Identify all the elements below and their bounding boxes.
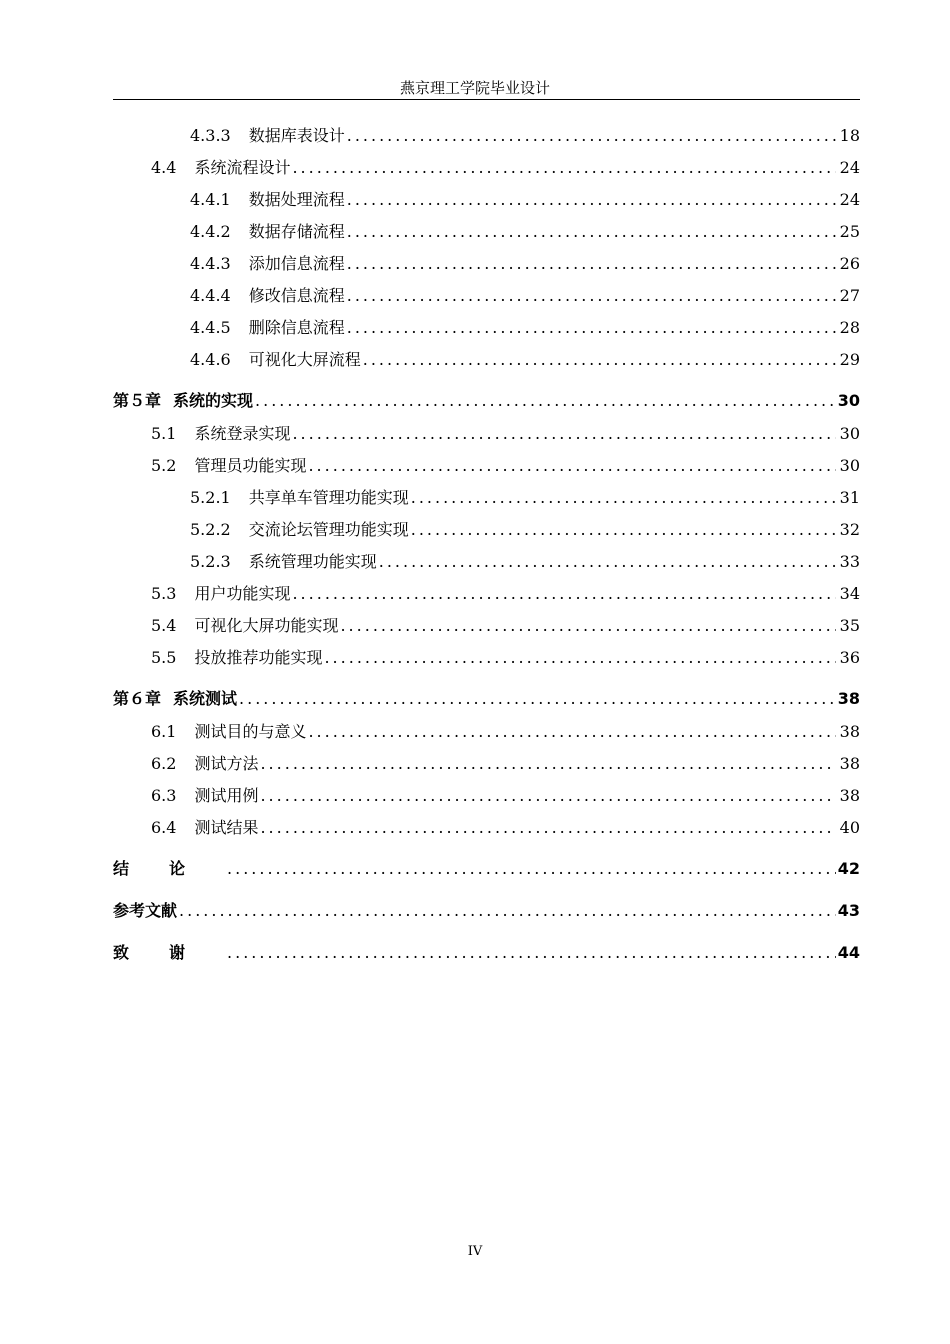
toc-entry-number: 5.1 <box>151 424 177 443</box>
toc-entry-page: 18 <box>839 126 860 145</box>
dot-leader <box>260 748 836 780</box>
toc-entry[interactable] <box>113 312 860 344</box>
toc-entry[interactable] <box>113 482 860 514</box>
toc-entry[interactable] <box>113 780 860 812</box>
dot-leader <box>292 152 836 184</box>
dot-leader <box>347 312 836 344</box>
toc-entry-page: 24 <box>839 190 860 209</box>
dot-leader <box>411 514 836 546</box>
toc-chapter-entry[interactable] <box>113 936 860 970</box>
toc-entry-page: 33 <box>839 552 860 571</box>
dot-leader <box>347 184 836 216</box>
toc-entry-page: 35 <box>839 616 860 635</box>
toc-entry[interactable] <box>113 578 860 610</box>
page-number: IV <box>467 1244 483 1259</box>
toc-entry-number: 4.4.4 <box>190 286 231 305</box>
dot-leader <box>308 716 836 748</box>
dot-leader <box>340 610 836 642</box>
dot-leader <box>239 682 836 716</box>
toc-entry-page: 28 <box>839 318 860 337</box>
toc-entry[interactable] <box>113 216 860 248</box>
toc-entry-title: 系统流程设计 <box>194 158 291 177</box>
dot-leader <box>379 546 836 578</box>
toc-entry-number: 5.5 <box>151 648 177 667</box>
toc-chapter-entry[interactable] <box>113 894 860 928</box>
toc-entry-number: 4.3.3 <box>190 126 231 145</box>
toc-entry-number: 4.4.6 <box>190 350 231 369</box>
toc-entry-title: 投放推荐功能实现 <box>194 648 323 667</box>
toc-entry-title: 测试结果 <box>194 818 259 837</box>
toc-entry-page: 26 <box>839 254 860 273</box>
dot-leader <box>227 936 836 970</box>
toc-entry-title: 添加信息流程 <box>248 254 345 273</box>
toc-entry-page: 30 <box>837 391 860 410</box>
toc-entry-number: 6.1 <box>151 722 177 741</box>
toc-entry[interactable] <box>113 812 860 844</box>
toc-chapter-entry[interactable] <box>113 384 860 418</box>
toc-entry-number: 4.4 <box>151 158 177 177</box>
toc-entry-title: 数据处理流程 <box>248 190 345 209</box>
toc-entry[interactable] <box>113 748 860 780</box>
toc-entry[interactable] <box>113 280 860 312</box>
dot-leader <box>363 344 836 376</box>
toc-entry-title: 数据库表设计 <box>248 126 345 145</box>
toc-entry-number: 4.4.5 <box>190 318 231 337</box>
toc-entry-number: 4.4.3 <box>190 254 231 273</box>
toc-entry-number: 5.2.1 <box>190 488 231 507</box>
toc-entry-title: 测试方法 <box>194 754 259 773</box>
toc-entry-page: 38 <box>839 786 860 805</box>
toc-entry-number: 5.3 <box>151 584 177 603</box>
toc-entry[interactable] <box>113 248 860 280</box>
toc-entry-title: 数据存储流程 <box>248 222 345 241</box>
toc-entry-title: 交流论坛管理功能实现 <box>248 520 409 539</box>
dot-leader <box>292 418 836 450</box>
dot-leader <box>260 812 836 844</box>
toc-entry-page: 31 <box>839 488 860 507</box>
toc-entry-page: 24 <box>839 158 860 177</box>
dot-leader <box>255 384 836 418</box>
toc-entry-page: 25 <box>839 222 860 241</box>
toc-entry-title: 管理员功能实现 <box>194 456 307 475</box>
toc-entry-page: 44 <box>837 943 860 962</box>
toc-entry-title: 系统测试 <box>173 689 238 708</box>
toc-entry-page: 27 <box>839 286 860 305</box>
toc-entry-title: 测试目的与意义 <box>194 722 307 741</box>
toc-entry[interactable] <box>113 716 860 748</box>
dot-leader <box>227 852 836 886</box>
toc-entry-page: 40 <box>839 818 860 837</box>
toc-entry[interactable] <box>113 344 860 376</box>
toc-entry-number: 5.2.3 <box>190 552 231 571</box>
toc-entry-number: 6.2 <box>151 754 177 773</box>
toc-entry[interactable] <box>113 610 860 642</box>
toc-entry-number: 5.4 <box>151 616 177 635</box>
toc-entry-page: 30 <box>839 424 860 443</box>
header-rule <box>113 99 860 100</box>
dot-leader <box>347 248 836 280</box>
toc-entry-number: 5.2 <box>151 456 177 475</box>
toc-entry-number: 6.3 <box>151 786 177 805</box>
toc-entry[interactable] <box>113 642 860 674</box>
toc-entry[interactable] <box>113 418 860 450</box>
toc-entry-page: 32 <box>839 520 860 539</box>
toc-entry[interactable] <box>113 514 860 546</box>
toc-entry-title: 修改信息流程 <box>248 286 345 305</box>
toc-entry-title: 结论 <box>113 859 226 878</box>
toc-entry-title: 系统的实现 <box>173 391 254 410</box>
toc-entry[interactable] <box>113 120 860 152</box>
toc-entry-number: 4.4.1 <box>190 190 231 209</box>
toc-entry-title: 系统登录实现 <box>194 424 291 443</box>
dot-leader <box>347 280 836 312</box>
dot-leader <box>308 450 836 482</box>
toc-entry-number: 第６章 <box>113 689 162 708</box>
toc-entry[interactable] <box>113 152 860 184</box>
toc-entry[interactable] <box>113 184 860 216</box>
toc-entry-number: 第５章 <box>113 391 162 410</box>
toc-entry-page: 36 <box>839 648 860 667</box>
toc-entry-number: 4.4.2 <box>190 222 231 241</box>
dot-leader <box>347 216 836 248</box>
toc-entry-title: 系统管理功能实现 <box>248 552 377 571</box>
toc-entry-title: 参考文献 <box>113 901 178 920</box>
toc-entry-page: 34 <box>839 584 860 603</box>
table-of-contents <box>113 120 860 970</box>
toc-entry-title: 可视化大屏流程 <box>248 350 361 369</box>
toc-chapter-entry[interactable] <box>113 852 860 886</box>
toc-entry-page: 42 <box>837 859 860 878</box>
toc-entry-title: 用户功能实现 <box>194 584 291 603</box>
toc-entry-page: 43 <box>837 901 860 920</box>
toc-entry-page: 38 <box>839 754 860 773</box>
running-header-title: 燕京理工学院毕业设计 <box>399 79 550 97</box>
toc-entry-number: 5.2.2 <box>190 520 231 539</box>
toc-entry[interactable] <box>113 450 860 482</box>
toc-entry[interactable] <box>113 546 860 578</box>
dot-leader <box>260 780 836 812</box>
toc-entry-page: 30 <box>839 456 860 475</box>
toc-entry-page: 29 <box>839 350 860 369</box>
dot-leader <box>324 642 836 674</box>
toc-entry-page: 38 <box>837 689 860 708</box>
toc-entry-title: 可视化大屏功能实现 <box>194 616 339 635</box>
dot-leader <box>179 894 836 928</box>
toc-entry-title: 致谢 <box>113 943 226 962</box>
toc-chapter-entry[interactable] <box>113 682 860 716</box>
dot-leader <box>411 482 836 514</box>
toc-entry-page: 38 <box>839 722 860 741</box>
dot-leader <box>347 120 836 152</box>
toc-entry-title: 共享单车管理功能实现 <box>248 488 409 507</box>
toc-entry-number: 6.4 <box>151 818 177 837</box>
dot-leader <box>292 578 836 610</box>
toc-entry-title: 测试用例 <box>194 786 259 805</box>
toc-entry-title: 删除信息流程 <box>248 318 345 337</box>
